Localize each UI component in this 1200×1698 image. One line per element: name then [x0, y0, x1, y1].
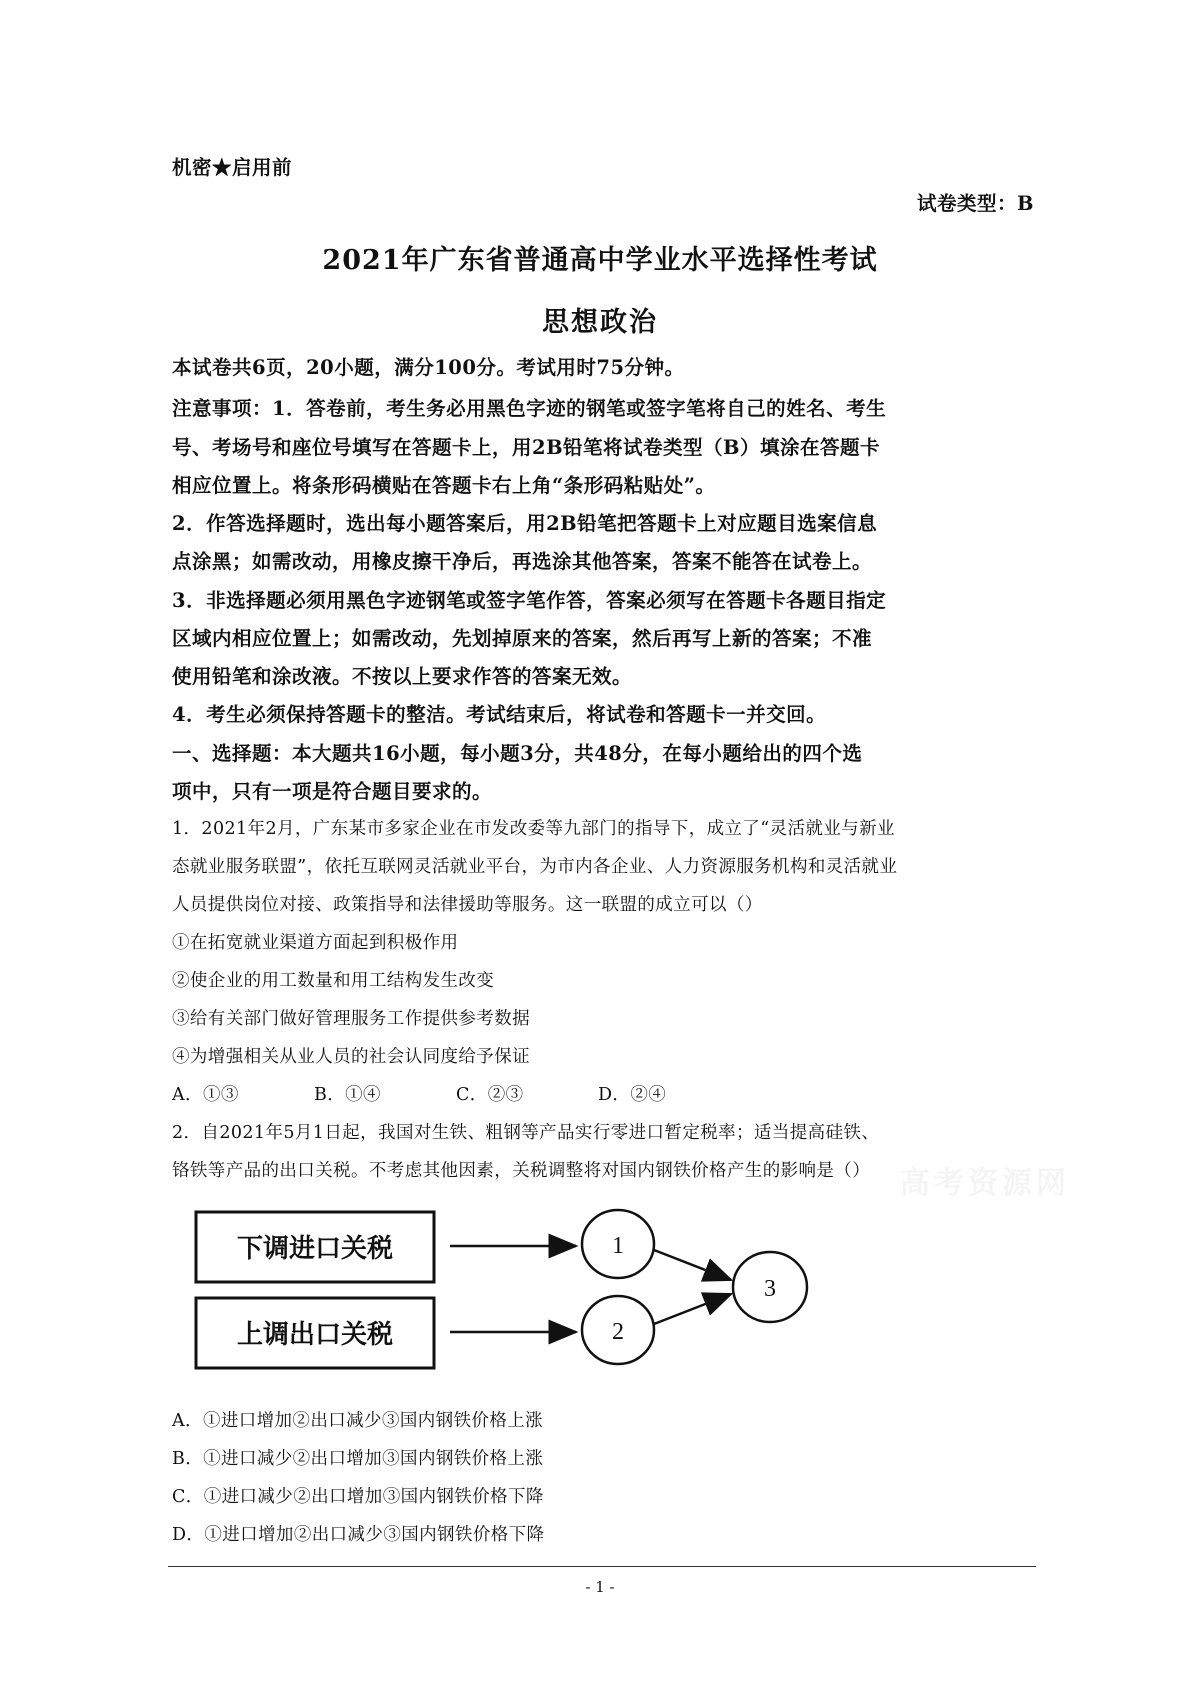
box-raise-export-tariff-label: 上调出口关税: [236, 1319, 394, 1349]
note-line: 4．考生必须保持答题卡的整洁。考试结束后，将试卷和答题卡一并交回。: [172, 703, 827, 726]
arrow-2-to-3: [654, 1294, 731, 1324]
exam-info: 本试卷共6页，20小题，满分100分。考试用时75分钟。: [172, 356, 685, 379]
q1-option-c: C．②③: [456, 1085, 524, 1105]
note-line: 2．作答选择题时，选出每小题答案后，用2B铅笔把答题卡上对应题目选案信息: [172, 512, 878, 535]
q1-item: ④为增强相关从业人员的社会认同度给予保证: [172, 1047, 530, 1067]
q1-stem-line: 态就业服务联盟”，依托互联网灵活就业平台，为市内各企业、人力资源服务机构和灵活就业: [172, 857, 898, 877]
q2-stem-line: 铬铁等产品的出口关税。不考虑其他因素，关税调整将对国内钢铁价格产生的影响是（）: [172, 1161, 871, 1181]
q1-option-a: A．①③: [172, 1085, 239, 1105]
note-line: 区域内相应位置上；如需改动，先划掉原来的答案，然后再写上新的答案；不准: [172, 627, 873, 650]
q2-option-a: A．①进口增加②出口减少③国内钢铁价格上涨: [172, 1411, 544, 1431]
node-2: [582, 1296, 654, 1364]
q2-option-c: C．①进口减少②出口增加③国内钢铁价格下降: [172, 1487, 544, 1507]
page-title: 2021年广东省普通高中学业水平选择性考试: [322, 245, 878, 276]
node-1: [582, 1210, 654, 1278]
note-line: 点涂黑；如需改动，用橡皮擦干净后，再选涂其他答案，答案不能答在试卷上。: [172, 550, 873, 573]
q1-option-b: B．①④: [314, 1085, 381, 1105]
q1-stem-line: 1．2021年2月，广东某市多家企业在市发改委等九部门的指导下，成立了“灵活就业与新业: [172, 819, 895, 839]
q1-option-d: D．②④: [598, 1085, 667, 1105]
note-line: 号、考场号和座位号填写在答题卡上，用2B铅笔将试卷类型（B）填涂在答题卡: [172, 436, 881, 459]
q1-stem-line: 人员提供岗位对接、政策指导和法律援助等服务。这一联盟的成立可以（）: [172, 895, 763, 915]
q2-option-d: D．①进口增加②出口减少③国内钢铁价格下降: [172, 1525, 545, 1545]
tariff-diagram: [180, 1100, 860, 1400]
node-3-label: 3: [764, 1276, 776, 1302]
note-line: 相应位置上。将条形码横贴在答题卡右上角“条形码粘贴处”。: [172, 474, 716, 497]
q1-item: ②使企业的用工数量和用工结构发生改变: [172, 971, 495, 991]
node-1-label: 1: [612, 1233, 624, 1259]
box-lower-import-tariff: [196, 1212, 434, 1282]
watermark: 高考资源网: [900, 1166, 1070, 1201]
section-heading: 项中，只有一项是符合题目要求的。: [172, 780, 493, 803]
section-heading: 一、选择题：本大题共16小题，每小题3分，共48分，在每小题给出的四个选: [172, 742, 863, 765]
confidential-label: 机密★启用前: [172, 156, 293, 179]
box-raise-export-tariff: [196, 1298, 434, 1368]
box-lower-import-tariff-label: 下调进口关税: [236, 1233, 394, 1263]
note-line: 使用铅笔和涂改液。不按以上要求作答的答案无效。: [172, 665, 633, 688]
q1-item: ③给有关部门做好管理服务工作提供参考数据: [172, 1009, 530, 1029]
subject-title: 思想政治: [542, 307, 658, 338]
q2-stem-line: 2．自2021年5月1日起，我国对生铁、粗钢等产品实行零进口暂定税率；适当提高硅铁、: [172, 1123, 880, 1143]
note-line: 注意事项：1．答卷前，考生务必用黑色字迹的钢笔或签字笔将自己的姓名、考生: [172, 397, 887, 420]
note-line: 3．非选择题必须用黑色字迹钢笔或签字笔作答，答案必须写在答题卡各题目指定: [172, 589, 887, 612]
node-3: [733, 1252, 807, 1322]
arrow-1-to-3: [654, 1250, 731, 1280]
paper-type: 试卷类型：B: [917, 192, 1034, 215]
footer-divider: [168, 1566, 1036, 1567]
page-number: - 1 -: [585, 1578, 615, 1596]
q2-option-b: B．①进口减少②出口增加③国内钢铁价格上涨: [172, 1449, 544, 1469]
node-2-label: 2: [612, 1319, 624, 1345]
q1-item: ①在拓宽就业渠道方面起到积极作用: [172, 933, 459, 953]
